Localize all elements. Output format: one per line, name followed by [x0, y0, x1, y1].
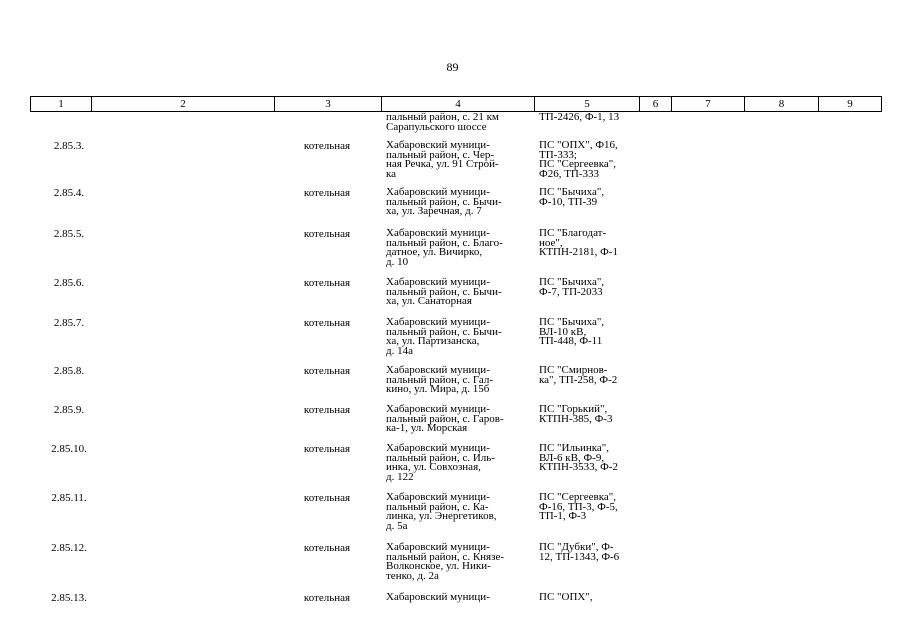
object-type: котельная [303, 443, 351, 455]
object-type: котельная [303, 277, 351, 289]
header-col-8: 8 [745, 97, 819, 112]
object-address: Хабаровский муници- пальный район, с. Бычи- ха, ул. Заречная, д. 7 [386, 186, 502, 217]
header-col-6: 6 [640, 97, 672, 112]
row-number: 2.85.12. [51, 542, 87, 554]
power-supply: ПС "ОПХ", [539, 591, 593, 603]
object-type: котельная [303, 140, 351, 152]
object-type: котельная [303, 404, 351, 416]
power-supply: ПС "Смирнов- ка", ТП-258, Ф-2 [539, 364, 618, 386]
row-number: 2.85.11. [51, 492, 87, 504]
row-number: 2.85.3. [53, 140, 85, 152]
power-supply: ПС "ОПХ", Ф16, ТП-333; ПС "Сергеевка", Ф26, ТП-333 [539, 139, 618, 180]
row-number: 2.85.4. [53, 187, 85, 199]
header-col-5: 5 [535, 97, 640, 112]
object-type: котельная [303, 228, 351, 240]
power-supply: ПС "Горький", КТПН-385, Ф-3 [539, 403, 613, 425]
object-type: котельная [303, 592, 351, 604]
header-col-3: 3 [275, 97, 382, 112]
object-type: котельная [303, 365, 351, 377]
row-number: 2.85.5. [53, 228, 85, 240]
row-number: 2.85.8. [53, 365, 85, 377]
power-supply: ПС "Бычиха", Ф-10, ТП-39 [539, 186, 605, 208]
row-number: 2.85.13. [51, 592, 87, 604]
page-number: 89 [446, 60, 459, 74]
power-supply: ПС "Бычиха", Ф-7, ТП-2033 [539, 276, 605, 298]
object-address: Хабаровский муници- пальный район, с. Ка- линка, ул. Энергетиков, д. 5а [386, 491, 497, 532]
power-supply: ТП-2426, Ф-1, 13 [539, 111, 620, 123]
object-address: Хабаровский муници- пальный район, с. Князе- Волконское, ул. Ники- тенко, д. 2а [386, 541, 504, 582]
power-supply: ПС "Ильинка", ВЛ-6 кВ, Ф-9, КТПН-3533, Ф-2 [539, 442, 618, 473]
table-row [0, 113, 905, 141]
power-supply: ПС "Бычиха", ВЛ-10 кВ, ТП-448, Ф-11 [539, 316, 605, 347]
header-col-2: 2 [92, 97, 275, 112]
header-col-1: 1 [31, 97, 92, 112]
object-address: Хабаровский муници- пальный район, с. Бычи- ха, ул. Санаторная [386, 276, 502, 307]
object-address: Хабаровский муници- [386, 591, 490, 603]
object-address: Хабаровский муници- пальный район, с. Гаров- ка-1, ул. Морская [386, 403, 504, 434]
object-type: котельная [303, 317, 351, 329]
header-col-9: 9 [819, 97, 882, 112]
object-address: Хабаровский муници- пальный район, с. Бычи- ха, ул. Партизанска, д. 14а [386, 316, 502, 357]
power-supply: ПС "Благодат- ное", КТПН-2181, Ф-1 [539, 227, 618, 258]
object-address: Хабаровский муници- пальный район, с. Чер- ная Речка, ул. 91 Строй- ка [386, 139, 499, 180]
row-number: 2.85.7. [53, 317, 85, 329]
power-supply: ПС "Дубки", Ф- 12, ТП-1343, Ф-6 [539, 541, 620, 563]
object-address: пальный район, с. 21 км Сарапульского шоссе [386, 111, 499, 133]
object-address: Хабаровский муници- пальный район, с. Гал- кино, ул. Мира, д. 15б [386, 364, 494, 395]
row-number: 2.85.10. [51, 443, 87, 455]
row-number: 2.85.6. [53, 277, 85, 289]
object-type: котельная [303, 187, 351, 199]
row-number: 2.85.9. [53, 404, 85, 416]
object-address: Хабаровский муници- пальный район, с. Благо- датное, ул. Вичирко, д. 10 [386, 227, 503, 268]
column-number-header [30, 96, 882, 112]
header-row [31, 97, 882, 112]
object-type: котельная [303, 492, 351, 504]
header-col-4: 4 [382, 97, 535, 112]
object-type: котельная [303, 542, 351, 554]
header-col-7: 7 [672, 97, 745, 112]
object-address: Хабаровский муници- пальный район, с. Иль- инка, ул. Совхозная, д. 122 [386, 442, 495, 483]
table-body [0, 113, 905, 141]
power-supply: ПС "Сергеевка", Ф-16, ТП-3, Ф-5, ТП-1, Ф-3 [539, 491, 618, 522]
